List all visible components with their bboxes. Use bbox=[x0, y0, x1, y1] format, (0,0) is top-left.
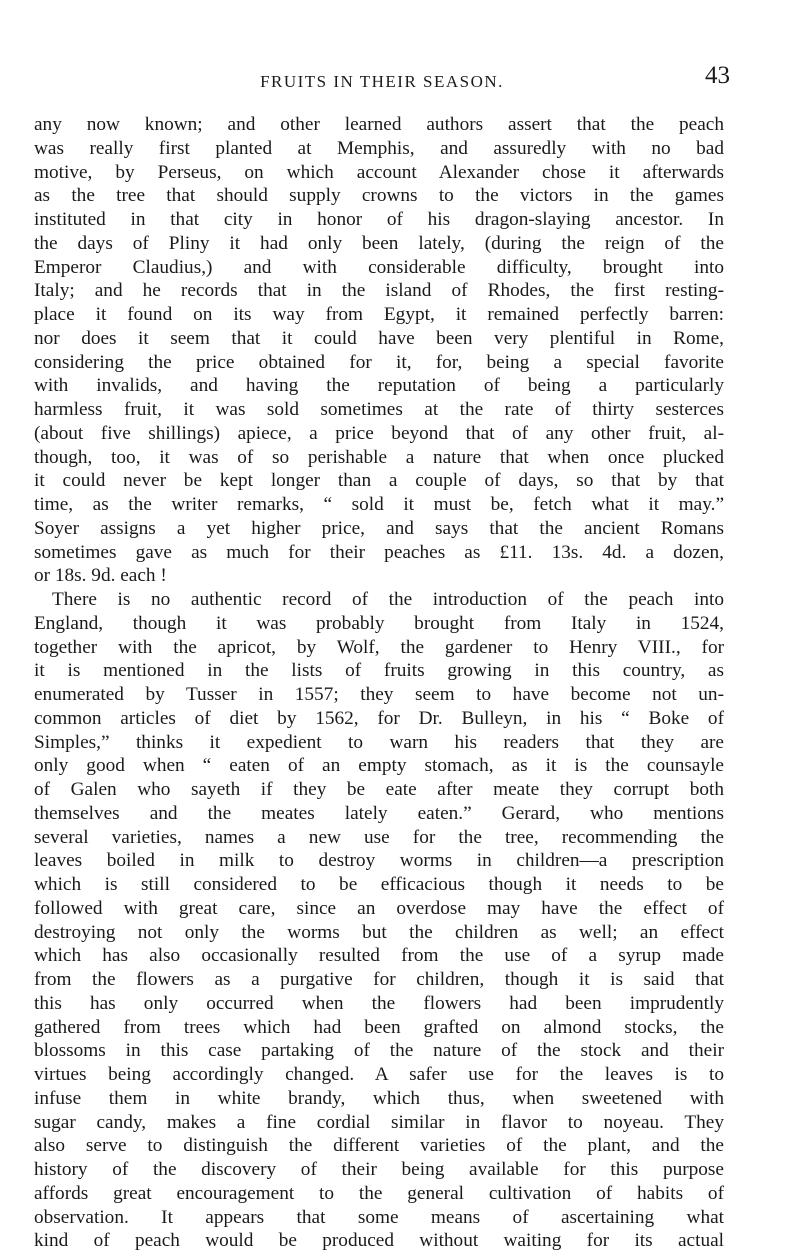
text-line: There is no authentic record of the introduction of the peach into bbox=[52, 589, 724, 610]
text-line: it is mentioned in the lists of fruits growing in this country, as bbox=[34, 660, 724, 682]
text-line: gathered from trees which had been grafted on almond stocks, the bbox=[34, 1016, 724, 1038]
text-line: from the flowers as a purgative for children, though it is said that bbox=[34, 969, 724, 990]
text-line: infuse them in white brandy, which thus, when sweetened with bbox=[34, 1087, 724, 1109]
text-line: motive, by Perseus, on which account Alexander chose it afterwards bbox=[34, 161, 724, 183]
text-line: affords great encouragement to the general cultivation of habits of bbox=[34, 1182, 724, 1204]
text-line: which is still considered to be efficacious though it needs to be bbox=[34, 874, 724, 895]
text-line: (about five shillings) apiece, a price beyond that of any other fruit, al- bbox=[34, 422, 724, 444]
text-line: Soyer assigns a yet higher price, and says that the ancient Romans bbox=[34, 517, 724, 539]
text-line: Emperor Claudius,) and with considerable difficulty, brought into bbox=[34, 256, 724, 278]
text-line: harmless fruit, it was sold sometimes at the rate of thirty sesterces bbox=[34, 399, 724, 420]
text-line: history of the discovery of their being available for this purpose bbox=[34, 1159, 724, 1180]
text-line: virtues being accordingly changed. A safer use for the leaves is to bbox=[34, 1064, 724, 1085]
text-line: followed with great care, since an overdose may have the effect of bbox=[34, 897, 724, 919]
text-line: sometimes gave as much for their peaches as £11. 13s. 4d. a dozen, bbox=[34, 541, 724, 563]
text-line: though, too, it was of so perishable a nature that when once plucked bbox=[34, 446, 724, 468]
text-line: of Galen who sayeth if they be eate after meate they corrupt both bbox=[34, 779, 724, 800]
text-line: place it found on its way from Egypt, it remained perfectly barren: bbox=[34, 304, 724, 325]
text-line: kind of peach would be produced without waiting for its actual bbox=[34, 1230, 724, 1252]
text-line: it could never be kept longer than a couple of days, so that by that bbox=[34, 470, 724, 492]
text-line: considering the price obtained for it, for, being a special favorite bbox=[34, 351, 724, 373]
body-text bbox=[34, 113, 724, 1253]
text-line: the days of Pliny it had only been lately, (during the reign of the bbox=[34, 232, 724, 254]
text-line: blossoms in this case partaking of the nature of the stock and their bbox=[34, 1040, 724, 1062]
text-line: was really first planted at Memphis, and assuredly with no bad bbox=[34, 137, 724, 159]
text-line: Simples,” thinks it expedient to warn his readers that they are bbox=[34, 731, 724, 753]
text-line: which has also occasionally resulted from the use of a syrup made bbox=[34, 945, 724, 967]
text-line: also serve to distinguish the different varieties of the plant, and the bbox=[34, 1135, 724, 1157]
text-line: this has only occurred when the flowers had been imprudently bbox=[34, 992, 724, 1014]
text-line: Italy; and he records that in the island of Rhodes, the first resting- bbox=[34, 280, 724, 302]
text-line: destroying not only the worms but the children as well; an effect bbox=[34, 921, 724, 943]
text-line: or 18s. 9d. each ! bbox=[34, 565, 167, 587]
text-line: enumerated by Tusser in 1557; they seem to have become not un- bbox=[34, 684, 724, 705]
running-title: FRUITS IN THEIR SEASON. bbox=[260, 72, 504, 91]
text-line: only good when “ eaten of an empty stomach, as it is the counsayle bbox=[34, 755, 724, 777]
text-line: together with the apricot, by Wolf, the gardener to Henry VIII., for bbox=[34, 636, 724, 658]
text-line: with invalids, and having the reputation of being a particularly bbox=[34, 375, 724, 397]
paragraph-2 bbox=[34, 588, 724, 1253]
page-number: 43 bbox=[705, 62, 730, 89]
text-line: England, though it was probably brought from Italy in 1524, bbox=[34, 612, 724, 634]
text-line: leaves boiled in milk to destroy worms in children—a prescription bbox=[34, 850, 724, 872]
text-line: as the tree that should supply crowns to the victors in the games bbox=[34, 185, 724, 207]
text-line: sugar candy, makes a fine cordial similar in flavor to noyeau. They bbox=[34, 1111, 724, 1133]
text-line: instituted in that city in honor of his dragon-slaying ancestor. In bbox=[34, 209, 724, 230]
text-line: nor does it seem that it could have been very plentiful in Rome, bbox=[34, 327, 724, 349]
text-line: any now known; and other learned authors assert that the peach bbox=[34, 114, 724, 135]
text-line: time, as the writer remarks, “ sold it must be, fetch what it may.” bbox=[34, 494, 724, 515]
paragraph-1 bbox=[34, 113, 724, 588]
text-line: common articles of diet by 1562, for Dr. Bulleyn, in his “ Boke of bbox=[34, 707, 724, 729]
text-line: themselves and the meates lately eaten.” Gerard, who mentions bbox=[34, 802, 724, 824]
text-line: observation. It appears that some means of ascertaining what bbox=[34, 1206, 724, 1228]
text-line: several varieties, names a new use for the tree, recommending the bbox=[34, 826, 724, 848]
running-head bbox=[34, 62, 730, 90]
